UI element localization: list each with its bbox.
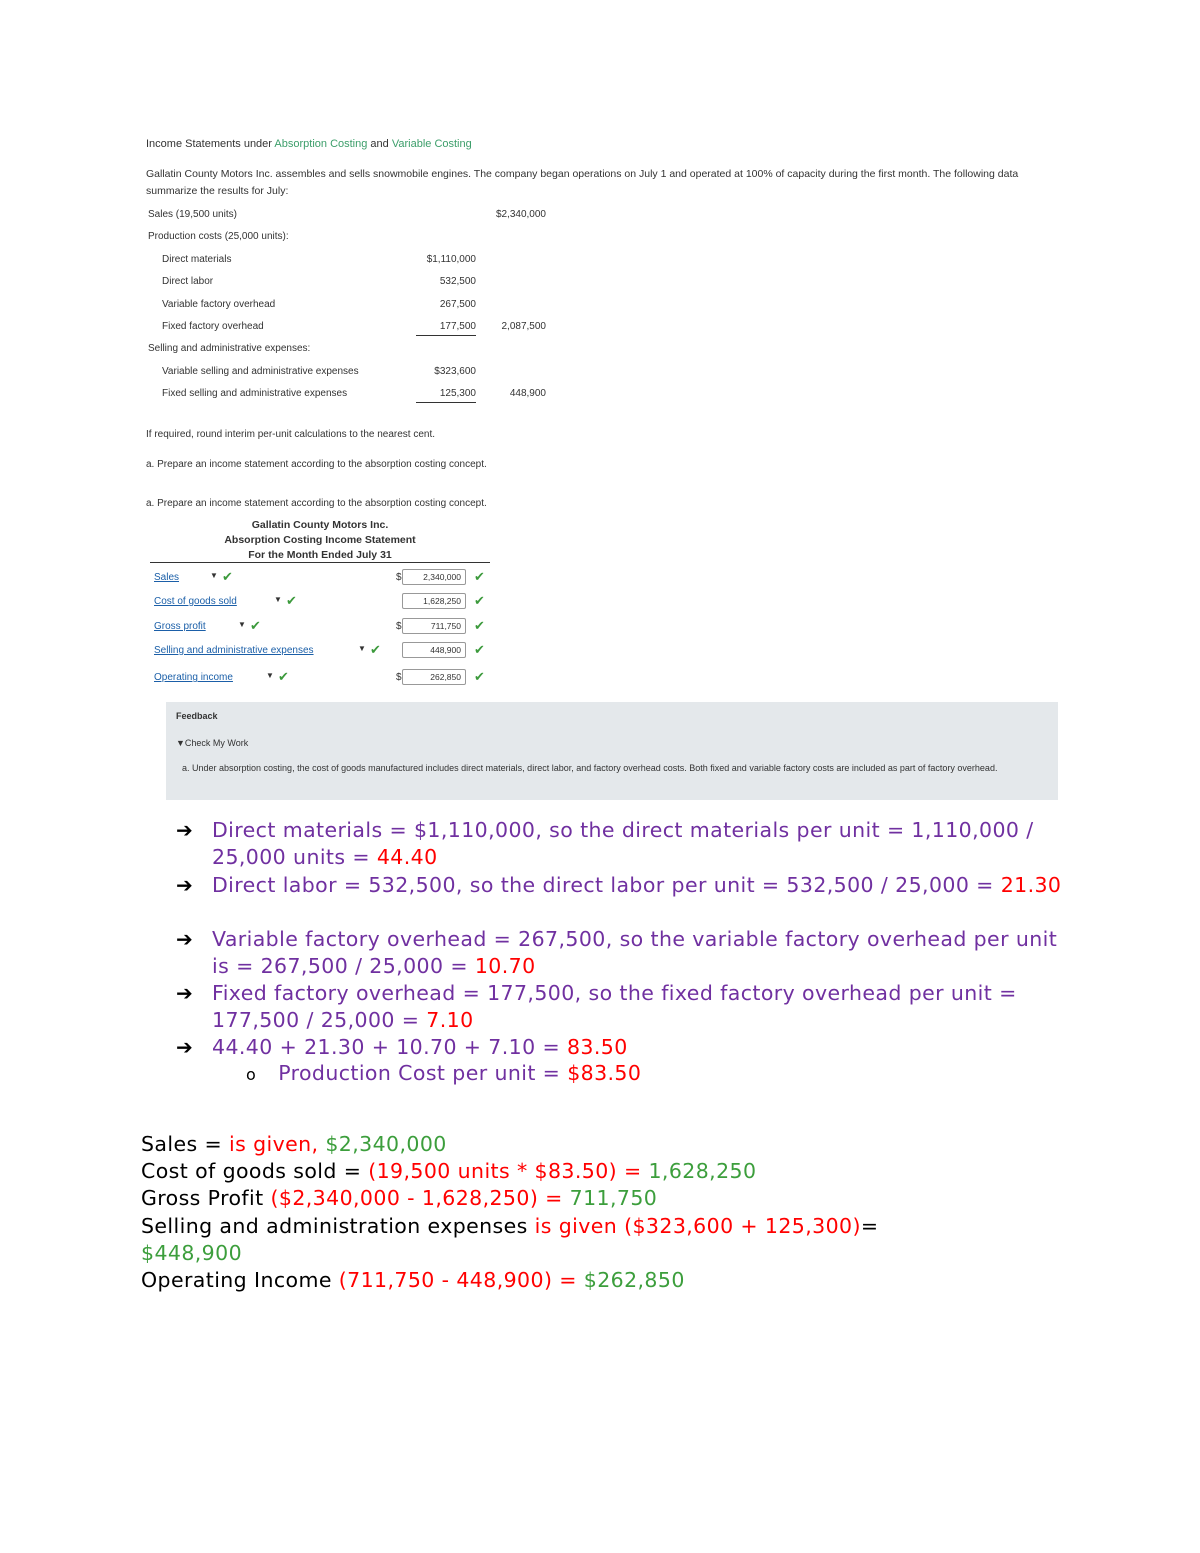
gross-profit-input[interactable]: 711,750 <box>402 618 466 634</box>
arrow-right-icon: ➔ <box>176 981 193 1005</box>
chevron-down-icon[interactable]: ▼ <box>238 620 246 629</box>
table-row: Variable factory overhead 267,500 <box>162 298 476 310</box>
check-icon: ✔ <box>370 642 381 657</box>
feedback-body: a. Under absorption costing, the cost of goods manufactured includes direct materials, direct labor, and factory overhead costs. Both fixed and variable factory costs are included as part of factory overhead. <box>182 763 998 773</box>
summary-cogs: Cost of goods sold = (19,500 units * $83.50) = 1,628,250 <box>141 1159 757 1183</box>
table-row: Selling and administrative expenses: <box>148 343 311 355</box>
feedback-panel <box>166 702 1058 800</box>
statement-row-gross-profit: Gross profit ▼ ✔ $ 711,750 ✔ <box>154 618 485 633</box>
table-row: Fixed factory overhead 177,500 2,087,500 <box>146 318 556 340</box>
check-icon: ✔ <box>222 569 233 584</box>
table-row: Variable selling and administrative expenses $323,600 <box>162 365 476 377</box>
chevron-down-icon[interactable]: ▼ <box>274 595 282 604</box>
summary-selling-admin: Selling and administration expenses is given ($323,600 + 125,300)= $448,900 <box>141 1214 879 1265</box>
rounding-note: If required, round interim per-unit calculations to the nearest cent. <box>146 429 436 440</box>
selling-admin-expenses-input[interactable]: 448,900 <box>402 642 466 658</box>
arrow-right-icon: ➔ <box>176 873 193 897</box>
variable-costing-link[interactable]: Variable Costing <box>391 138 472 150</box>
arrow-right-icon: ➔ <box>176 1035 193 1059</box>
part-a-instruction-repeat: a. Prepare an income statement according to the absorption costing concept. <box>146 498 487 509</box>
statement-row-operating-income: Operating income ▼ ✔ $ 262,850 ✔ <box>154 669 485 684</box>
sales-select[interactable]: Sales <box>154 572 180 583</box>
problem-intro: Gallatin County Motors Inc. assembles and sells snowmobile engines. The company began operations on July 1 and operated at 100% of capacity during the first month. The following data summarize the results for July: <box>146 168 1019 197</box>
sales-input[interactable]: 2,340,000 <box>402 569 466 585</box>
cost-of-goods-sold-select[interactable]: Cost of goods sold <box>154 596 237 607</box>
summary-gross-profit: Gross Profit ($2,340,000 - 1,628,250) = 711,750 <box>141 1186 658 1210</box>
table-row: Direct labor 532,500 <box>162 276 476 288</box>
selling-admin-expenses-select[interactable]: Selling and administrative expenses <box>154 645 314 656</box>
feedback-title: Feedback <box>176 711 218 721</box>
check-icon: ✔ <box>474 669 485 684</box>
operating-income-input[interactable]: 262,850 <box>402 669 466 685</box>
check-icon: ✔ <box>474 642 485 657</box>
problem-heading: Income Statements under Absorption Costing and Variable Costing <box>146 138 472 150</box>
table-row: Production costs (25,000 units): <box>148 231 289 243</box>
statement-period: For the Month Ended July 31 <box>248 549 392 561</box>
check-icon: ✔ <box>474 593 485 608</box>
arrow-right-icon: ➔ <box>176 818 193 842</box>
check-icon: ✔ <box>474 618 485 633</box>
table-row: Direct materials $1,110,000 <box>162 253 476 265</box>
chevron-down-icon[interactable]: ▼ <box>358 644 366 653</box>
summary-sales: Sales = is given, $2,340,000 <box>141 1132 447 1156</box>
check-icon: ✔ <box>250 618 261 633</box>
table-row: Sales (19,500 units) $2,340,000 <box>148 209 546 220</box>
summary-operating-income: Operating Income (711,750 - 448,900) = $262,850 <box>141 1268 685 1292</box>
statement-row-sales: Sales ▼ ✔ $ 2,340,000 ✔ <box>154 569 485 584</box>
absorption-costing-link[interactable]: Absorption Costing <box>274 138 368 150</box>
check-icon: ✔ <box>286 593 297 608</box>
check-icon: ✔ <box>474 569 485 584</box>
gross-profit-select[interactable]: Gross profit <box>154 621 206 632</box>
data-table <box>146 206 556 408</box>
operating-income-select[interactable]: Operating income <box>154 672 233 683</box>
cost-of-goods-sold-input[interactable]: 1,628,250 <box>402 593 466 609</box>
statement-rule <box>150 562 490 563</box>
statement-company: Gallatin County Motors Inc. <box>251 519 389 531</box>
statement-row-cogs <box>152 594 492 614</box>
statement-title: Absorption Costing Income Statement <box>224 534 416 546</box>
part-a-instruction: a. Prepare an income statement according to the absorption costing concept. <box>146 459 487 470</box>
statement-row-selling-admin <box>152 643 492 663</box>
check-my-work-toggle[interactable]: ▼Check My Work <box>176 738 249 748</box>
check-icon: ✔ <box>278 669 289 684</box>
chevron-down-icon[interactable]: ▼ <box>266 671 274 680</box>
arrow-right-icon: ➔ <box>176 927 193 951</box>
sub-list-item: o Production Cost per unit = $83.50 <box>246 1061 642 1085</box>
chevron-down-icon[interactable]: ▼ <box>210 571 218 580</box>
table-row: Fixed selling and administrative expenses 125,300 448,900 <box>146 385 556 407</box>
